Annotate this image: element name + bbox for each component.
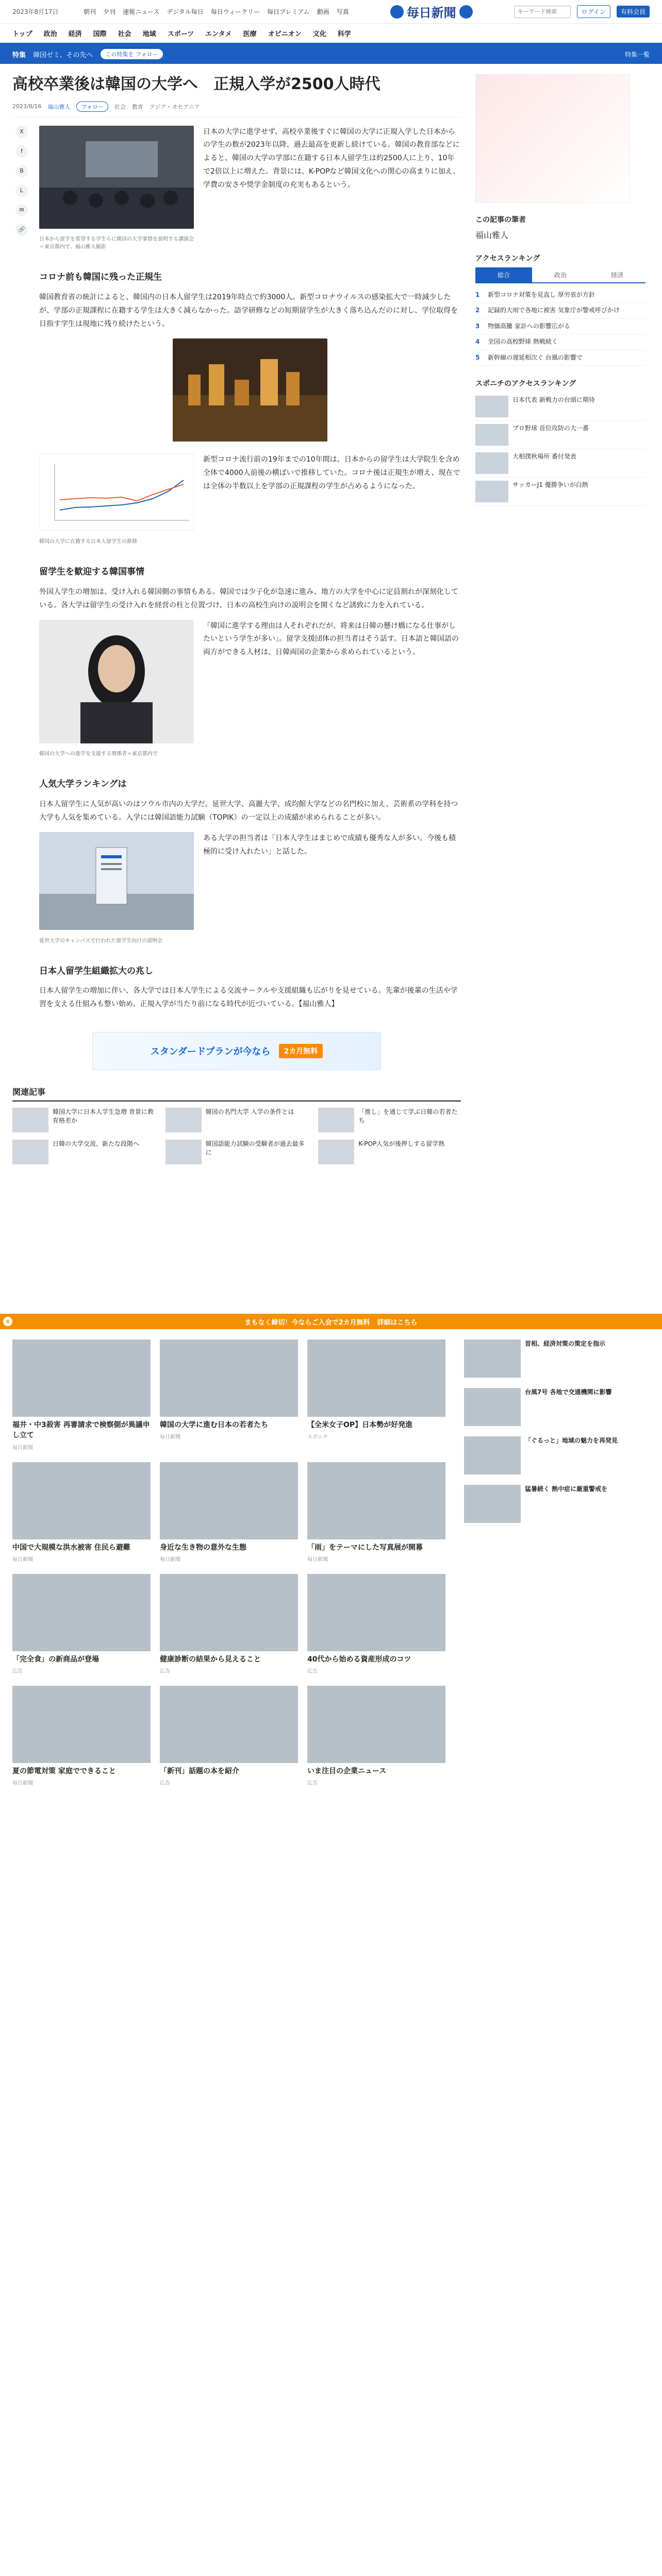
article-date: 2023/8/16 [12, 103, 42, 110]
related-item[interactable] [12, 1108, 155, 1132]
logo-mark-icon [390, 5, 404, 19]
feed-card[interactable] [160, 1686, 298, 1786]
feed-source: 広告 [307, 1781, 318, 1787]
top-nav-item[interactable]: 速報ニュース [123, 8, 160, 15]
article-title: 高校卒業後は韓国の大学へ 正規入学が2500人時代 [12, 75, 380, 93]
ranking-list [475, 287, 646, 366]
main-column [12, 74, 461, 1164]
sports-title: 大相撲秋場所 番付発表 [512, 452, 576, 460]
related-heading: 関連記事 [12, 1086, 461, 1101]
ranking-box [475, 253, 646, 366]
ranking-item[interactable] [475, 334, 646, 350]
sports-ranking-heading: スポニチのアクセスランキング [475, 379, 576, 388]
article-paragraph: 韓国教育省の統計によると、韓国内の日本人留学生は2019年時点で約3000人。新型コロナウイルスの感染拡大で一時減少したが、学部の正規課程に在籍する学生は大きく減らなかった。語学研修などの短期留学生が大きく落ち込んだのに対し、学位取得を目指す学生は現地に残り続けたという。 [39, 293, 458, 328]
related-thumb [12, 1140, 48, 1164]
feed-side-title: 台風7号 各地で交通機関に影響 [525, 1388, 612, 1396]
category-nav [0, 24, 662, 44]
sports-ranking-item[interactable] [475, 393, 646, 421]
feed-card[interactable] [307, 1462, 445, 1563]
feed-card[interactable] [12, 1574, 151, 1674]
feed-source: 広告 [160, 1781, 170, 1787]
sports-thumb [475, 424, 508, 446]
category-item[interactable]: 地域 [142, 30, 156, 38]
copy-link-icon[interactable]: 🔗 [15, 224, 28, 236]
campus-photo[interactable] [39, 832, 194, 930]
sports-ranking-list [475, 393, 646, 506]
feed-side-title: 首相、経済対策の策定を指示 [525, 1340, 606, 1347]
site-logo[interactable] [390, 3, 473, 21]
article-paragraph: ある大学の担当者は「日本人学生はまじめで成績も優秀な人が多い。今後も積極的に受け入れたい」と話した。 [203, 834, 456, 856]
sports-thumb [475, 452, 508, 474]
banner-tag: 特集 [12, 51, 26, 59]
category-item[interactable]: オピニオン [268, 30, 302, 38]
related-title: 韓国大学に日本人学生急増 背景に教育格差か [53, 1108, 154, 1125]
related-title: 「推し」を通じて学ぶ日韓の若者たち [358, 1108, 458, 1125]
feed-image [307, 1340, 445, 1417]
figure-caption: 延世大学のキャンパスで行われた留学生向けの説明会 [39, 938, 163, 944]
sports-ranking-box [475, 378, 646, 506]
sports-ranking-item[interactable] [475, 478, 646, 506]
page-wrapper [0, 64, 662, 1164]
header-date: 2023年8月17日 [12, 8, 59, 15]
sports-thumb [475, 481, 508, 502]
feed-source: 毎日新聞 [12, 1781, 33, 1787]
related-thumb [318, 1108, 354, 1132]
feed-source: 毎日新聞 [12, 1556, 33, 1563]
share-bar [12, 126, 31, 1019]
top-nav-item[interactable]: 夕刊 [103, 8, 116, 15]
article-paragraph: 日本人留学生に人気が高いのはソウル市内の大学だ。延世大学、高麗大学、成均館大学などの名門校に加え、芸術系の学科を持つ大学も人気を集めている。入学には韓国語能力試験（TOPIK）の一定以上の成績が求められることが多い。 [39, 800, 458, 822]
article-layout [12, 126, 461, 1019]
related-item[interactable] [318, 1140, 461, 1164]
login-button[interactable]: ログイン [577, 5, 610, 18]
ranking-tab[interactable]: 経済 [610, 272, 623, 279]
feed-card[interactable] [160, 1462, 298, 1563]
feed-side-item[interactable] [464, 1388, 634, 1426]
feed-sidebar [464, 1340, 634, 1523]
ranking-tab[interactable]: 政治 [554, 272, 567, 279]
article-paragraph: 「韓国に進学する理由は人それぞれだが、将来は日韓の懸け橋になる仕事がしたいという学生が多い」。留学支援団体の担当者はそう話す。日本語と韓国語の両方ができる人材は、日韓両国の企業から求められているという。 [203, 621, 459, 657]
category-item[interactable]: 国際 [93, 30, 107, 38]
rank-number: 1 [475, 291, 480, 298]
category-item[interactable]: トップ [12, 30, 32, 38]
promo-link[interactable]: 詳細はこちら [377, 1318, 418, 1327]
feed-card[interactable] [307, 1574, 445, 1674]
feed-source: 広告 [12, 1669, 23, 1675]
feed-image [12, 1686, 151, 1763]
feed-title: いま注目の企業ニュース [307, 1767, 387, 1776]
category-item[interactable]: 科学 [337, 30, 351, 38]
related-item[interactable] [12, 1140, 155, 1164]
related-item[interactable] [166, 1108, 308, 1132]
ranking-item[interactable] [475, 287, 646, 303]
section-heading: 日本人留学生組織拡大の兆し [39, 965, 153, 976]
figure-caption: 日本から留学を希望する学生らに韓国の大学事情を説明する講演会＝東京都内で、福山雅人撮影 [39, 236, 194, 250]
figure-lecture [39, 126, 194, 251]
rank-title: 新型コロナ対策を見直し 厚労省が方針 [488, 291, 595, 298]
figure-city [173, 338, 327, 447]
feed-card[interactable] [12, 1686, 151, 1786]
feed-card[interactable] [160, 1340, 298, 1451]
article-paragraph: 新型コロナ流行前の19年までの10年間は、日本からの留学生は大学院生を含め全体で4000人前後の横ばいで推移していた。コロナ後は正規生が増え、現在では全体の半数以上を学部の正規課程の学生が占めるようになった。 [203, 455, 460, 491]
feed-source: 毎日新聞 [307, 1556, 328, 1563]
utility-bar [514, 5, 650, 18]
feed-side-thumb [464, 1485, 521, 1523]
feed-card[interactable] [12, 1462, 151, 1563]
category-item[interactable]: 医療 [243, 30, 257, 38]
feed-card[interactable] [12, 1340, 151, 1451]
city-photo[interactable] [173, 338, 327, 442]
feed-source: 毎日新聞 [160, 1556, 180, 1563]
article-author[interactable]: 福山雅人 [47, 103, 71, 110]
feed-title: 身近な生き物の意外な生態 [160, 1543, 246, 1552]
related-thumb [12, 1108, 48, 1132]
figure-portrait [39, 620, 194, 758]
feed-card[interactable] [307, 1686, 445, 1786]
related-title: 韓国語能力試験の受験者が過去最多に [205, 1140, 305, 1157]
top-nav-item[interactable]: 毎日プレミアム [267, 8, 310, 15]
feed-image [160, 1574, 298, 1651]
category-item[interactable]: エンタメ [205, 30, 232, 38]
ranking-item[interactable] [475, 303, 646, 318]
author-follow-button[interactable]: フォロー [76, 101, 108, 112]
rank-number: 2 [475, 307, 480, 314]
feed-source: スポニチ [307, 1434, 328, 1440]
rank-title: 物価高騰 家計への影響広がる [488, 322, 570, 330]
banner-more-link[interactable]: 特集一覧 [624, 50, 650, 58]
feed-title: 夏の節電対策 家庭でできること [12, 1767, 116, 1776]
feed-title: 「完全食」の新商品が登場 [12, 1655, 99, 1664]
banner-follow-button[interactable]: この特集を フォロー [101, 49, 163, 59]
top-nav-item[interactable]: 写真 [336, 8, 349, 15]
author-box [475, 214, 646, 241]
recommend-feed [12, 1340, 445, 1786]
banner-title[interactable]: 韓国ゼミ、その先へ [33, 51, 93, 59]
sports-ranking-item[interactable] [475, 449, 646, 478]
rank-title: 記録的大雨で各地に被害 気象庁が警戒呼びかけ [488, 307, 620, 314]
article-paragraph: 日本人留学生の増加に伴い、各大学では日本人学生による交流サークルや支援組織も広がりを見せている。先輩が後輩の生活や学習を支える仕組みも整い始め、正規入学が当たり前になる時代が近づいている。【福山雅人】 [39, 986, 458, 1008]
rank-number: 3 [475, 322, 480, 330]
feed-image [160, 1686, 298, 1763]
related-item[interactable] [318, 1108, 461, 1132]
feed-title: 40代から始める資産形成のコツ [307, 1655, 411, 1664]
figure-chart [39, 453, 194, 546]
feed-side-item[interactable] [464, 1340, 634, 1378]
section-heading: 留学生を歓迎する韓国事情 [39, 567, 144, 578]
feed-image [160, 1340, 298, 1417]
ranking-heading: アクセスランキング [475, 255, 540, 263]
feed-card[interactable] [307, 1340, 445, 1451]
feed-title: 健康診断の結果から見えること [160, 1655, 261, 1664]
sidebar [475, 74, 646, 1164]
related-title: 日韓の大学交流、新たな段階へ [53, 1140, 140, 1147]
x-share-icon[interactable]: X [15, 126, 28, 138]
ranking-item[interactable] [475, 319, 646, 334]
related-articles [12, 1086, 461, 1164]
top-nav-item[interactable]: 動画 [317, 8, 329, 15]
facebook-share-icon[interactable]: f [15, 145, 28, 158]
feed-card[interactable] [160, 1574, 298, 1674]
feed-title: 中国で大規模な洪水被害 住民ら避難 [12, 1543, 130, 1552]
top-nav-item[interactable]: 朝刊 [84, 8, 96, 15]
feed-image [307, 1574, 445, 1651]
article-body [39, 126, 461, 1019]
feed-side-item[interactable] [464, 1485, 634, 1523]
ad-badge: 2カ月無料 [279, 1044, 323, 1058]
feed-side-thumb [464, 1436, 521, 1475]
author-box-name[interactable]: 福山雅人 [475, 230, 509, 240]
top-nav-item[interactable]: デジタル毎日 [167, 8, 204, 15]
category-item[interactable]: 経済 [68, 30, 82, 38]
article-tag[interactable]: アジア・オセアニア [149, 103, 200, 110]
section-heading: コロナ前も韓国に残った正規生 [39, 272, 162, 283]
rank-number: 4 [475, 338, 480, 346]
feed-image [12, 1340, 151, 1417]
lecture-photo[interactable] [39, 126, 194, 229]
figure-campus [39, 832, 194, 945]
rank-title: 全国の高校野球 熱戦続く [488, 338, 558, 346]
category-item[interactable]: スポーツ [167, 30, 194, 38]
feed-image [307, 1462, 445, 1539]
ranking-item[interactable] [475, 350, 646, 366]
feed-side-thumb [464, 1388, 521, 1426]
logo-text: 毎日新聞 [406, 5, 456, 20]
feed-title: 「雨」をテーマにした写真展が開幕 [307, 1543, 423, 1552]
sidebar-ad[interactable] [475, 74, 630, 203]
ranking-tab[interactable]: 総合 [475, 267, 532, 282]
article-lead: 日本の大学に進学せず、高校卒業後すぐに韓国の大学に正規入学した日本からの学生の数が2023年以降、過去最高を更新し続けている。韓国の教育部などによると、韓国の大学の学部に在籍する日本人留学生は約2500人に上り、10年で2倍以上に増えた。背景には、K-POPなど韓国文化への関心の高まりに加え、学費の安さや奨学金制度の充実もあるという。 [203, 127, 460, 190]
category-item[interactable]: 文化 [312, 30, 326, 38]
related-grid [12, 1108, 461, 1164]
article-tag[interactable]: 教育 [131, 103, 143, 110]
related-thumb [166, 1140, 202, 1164]
feed-title: 【全米女子OP】日本勢が好発進 [307, 1421, 413, 1429]
related-thumb [166, 1108, 202, 1132]
related-title: 韓国の名門大学 入学の条件とは [205, 1108, 294, 1115]
search-input[interactable] [514, 6, 571, 18]
line-share-icon[interactable]: L [15, 184, 28, 197]
article-meta [12, 101, 461, 117]
ranking-tabs [475, 267, 646, 283]
article-paragraph: 外国人学生の増加は、受け入れる韓国側の事情もある。韓国では少子化が急速に進み、地方の大学を中心に定員割れが深刻化している。各大学は留学生の受け入れを経営の柱と位置づけ、日本の高校生向けの説明会を開くなど誘致に力を入れている。 [39, 587, 458, 609]
related-item[interactable] [166, 1140, 308, 1164]
feature-banner [0, 44, 662, 64]
feed-image [12, 1574, 151, 1651]
related-title: K-POP人気が後押しする留学熱 [358, 1140, 445, 1147]
feed-source: 広告 [307, 1669, 318, 1675]
close-icon[interactable]: × [3, 1317, 12, 1326]
promo-strip[interactable] [0, 1314, 662, 1329]
feed-side-title: 「ぐるっと」地域の魅力を再発見 [525, 1437, 618, 1444]
category-item[interactable]: 社会 [118, 30, 131, 38]
feed-source: 毎日新聞 [160, 1434, 180, 1440]
article-tag[interactable]: 社会 [114, 103, 126, 110]
figure-caption: 韓国の大学への進学を支援する関係者＝東京都内で [39, 751, 158, 757]
sports-title: サッカーJ1 優勝争いが白熱 [512, 481, 588, 488]
hatena-share-icon[interactable]: B [15, 165, 28, 177]
mail-share-icon[interactable]: ✉ [15, 204, 28, 216]
feed-image [160, 1462, 298, 1539]
rank-number: 5 [475, 353, 480, 361]
feed-title: 韓国の大学に進む日本の若者たち [160, 1421, 268, 1429]
rank-title: 新幹線の遅延相次ぐ 台風の影響で [488, 353, 583, 361]
feed-title: 「新刊」話題の本を紹介 [160, 1767, 239, 1776]
sports-title: プロ野球 首位攻防の大一番 [512, 424, 589, 432]
sports-ranking-item[interactable] [475, 421, 646, 449]
student-trend-chart[interactable] [39, 453, 194, 531]
logo-mark-icon [459, 5, 473, 19]
top-nav [84, 7, 349, 16]
feed-title: 福井・中3殺害 再審請求で検察側が異議申し立て [12, 1421, 150, 1440]
portrait-photo[interactable] [39, 620, 194, 743]
top-bar [0, 0, 662, 24]
feed-side-item[interactable] [464, 1436, 634, 1475]
feed-image [307, 1686, 445, 1763]
sports-title: 日本代表 新戦力の台頭に期待 [512, 396, 595, 403]
feed-side-thumb [464, 1340, 521, 1378]
feed-side-title: 猛暑続く 熱中症に厳重警戒を [525, 1485, 608, 1493]
subscription-ad[interactable] [92, 1032, 381, 1070]
feed-source: 毎日新聞 [12, 1445, 33, 1451]
figure-caption: 韓国の大学に在籍する日本人留学生の推移 [39, 539, 137, 545]
feed-source: 広告 [160, 1669, 170, 1675]
section-heading: 人気大学ランキングは [39, 779, 127, 790]
subscribe-button[interactable]: 有料会員 [617, 6, 650, 18]
feed-image [12, 1462, 151, 1539]
promo-text: まもなく締切！今ならご入会で2カ月無料 [244, 1318, 370, 1327]
top-nav-item[interactable]: 毎日ウィークリー [210, 8, 260, 15]
author-box-heading: この記事の筆者 [475, 216, 526, 224]
related-thumb [318, 1140, 354, 1164]
category-item[interactable]: 政治 [43, 30, 57, 38]
ad-text: スタンダードプランが今なら [150, 1046, 271, 1057]
sports-thumb [475, 396, 508, 417]
